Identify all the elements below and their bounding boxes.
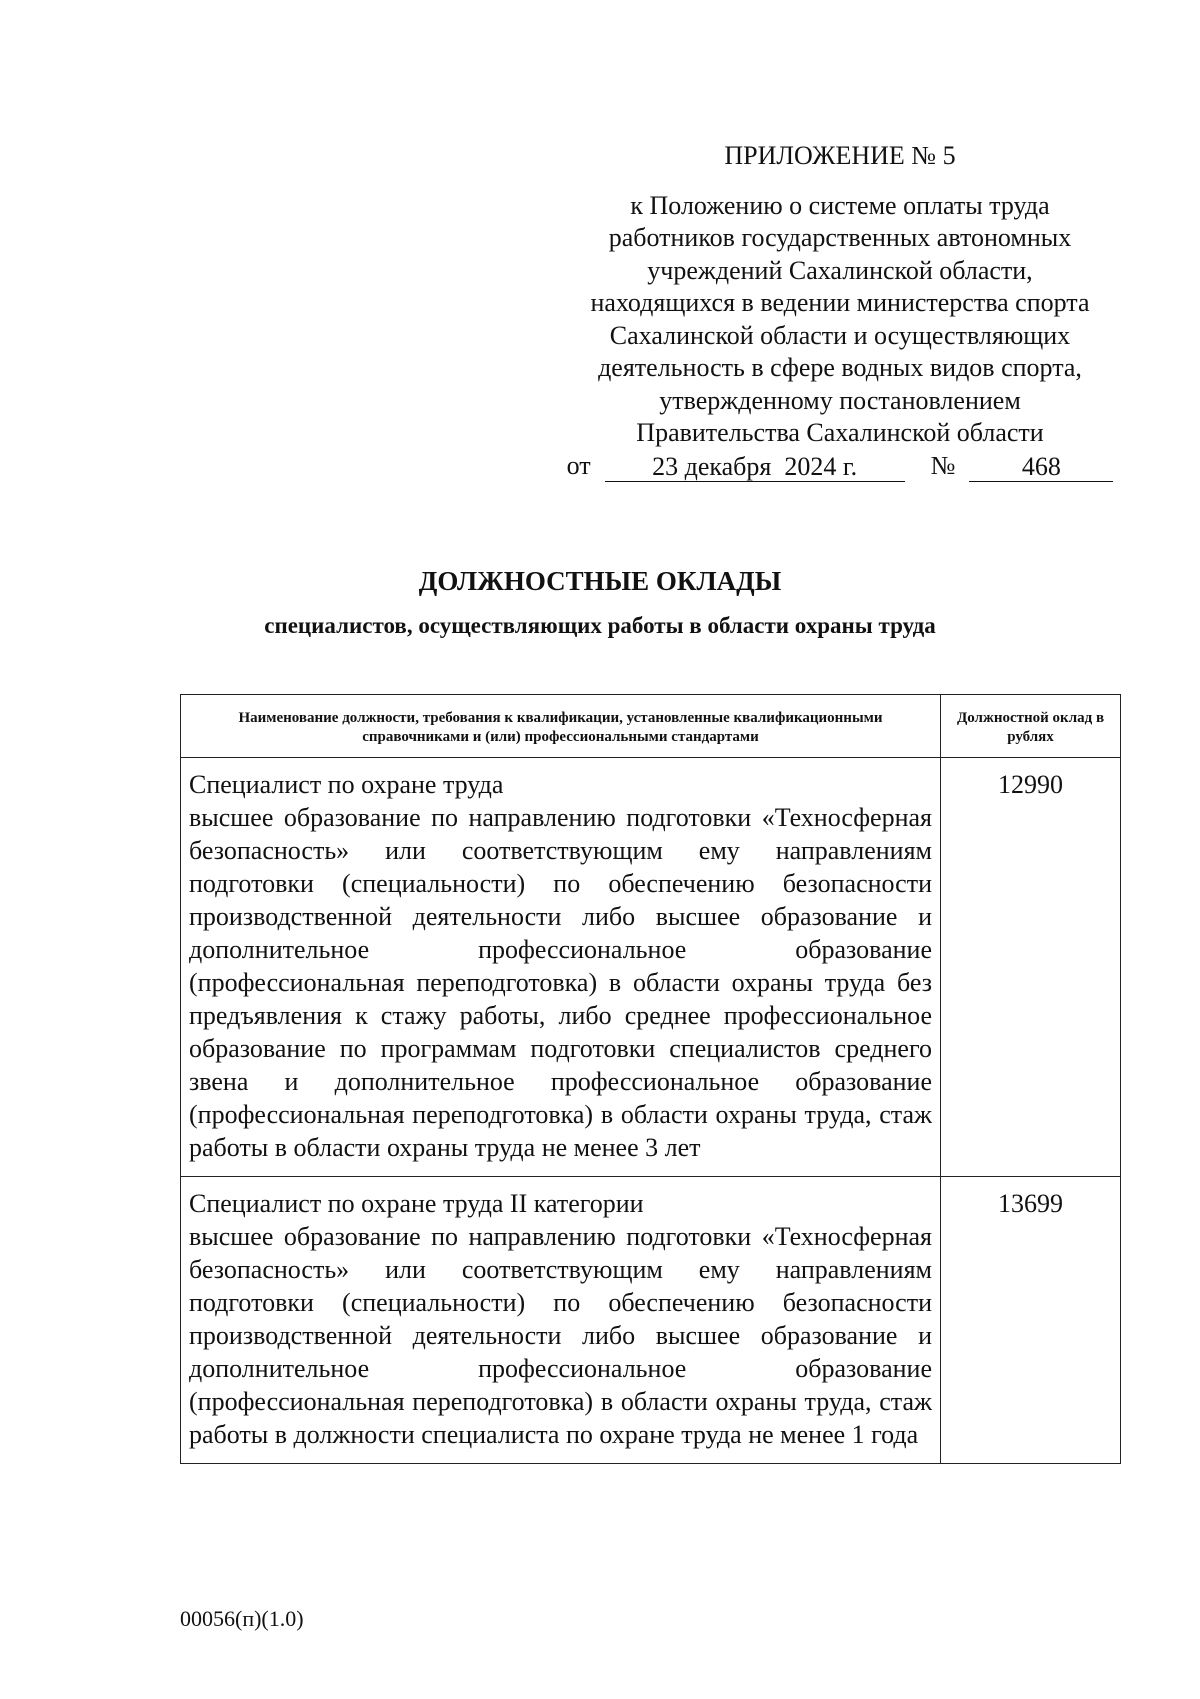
appendix-line: учреждений Сахалинской области, <box>647 255 1033 285</box>
document-code: 00056(п)(1.0) <box>180 1606 304 1631</box>
table-row <box>181 758 1121 1177</box>
appendix-line: находящихся в ведении министерства спорта <box>590 288 1090 317</box>
position-name: Специалист по охране труда II категории <box>189 1189 644 1218</box>
appendix-line: Сахалинской области и осуществляющих <box>609 320 1071 350</box>
approval-number: 468 <box>969 453 1113 482</box>
table-header-row <box>181 695 1121 758</box>
salary-table <box>180 694 1121 1464</box>
document-subtitle: специалистов, осуществляющих работы в области охраны труда <box>264 613 936 638</box>
number-sign: № <box>930 450 956 480</box>
document-title: ДОЛЖНОСТНЫЕ ОКЛАДЫ <box>418 566 782 596</box>
appendix-line: работников государственных автономных <box>608 223 1072 252</box>
position-cell <box>181 758 941 1177</box>
table-row <box>181 1177 1121 1464</box>
approval-date: 23 декабря 2024 г. <box>605 453 905 482</box>
position-cell <box>181 1177 941 1464</box>
appendix-title: ПРИЛОЖЕНИЕ № 5 <box>724 141 956 170</box>
position-requirements: высшее образование по направлению подготовки «Техносферная безопасность» или соответствующим ему направлениям подготовки (специальности) по обеспечению безопасности производственной деятельности либо высшее образование и дополнительное профессиональное образование (профессиональная переподготовка) в области охраны труда, стаж работы в должности специалиста по охране труда не менее 1 года <box>189 1222 932 1449</box>
salary-cell: 12990 <box>941 758 1121 1177</box>
salary-cell: 13699 <box>941 1177 1121 1464</box>
appendix-line: утвержденному постановлением <box>659 385 1021 415</box>
date-prefix: от <box>566 450 591 480</box>
header-salary: Должностной оклад в рублях <box>941 695 1121 758</box>
position-requirements: высшее образование по направлению подготовки «Техносферная безопасность» или соответствующим ему направлениям подготовки (специальности) по обеспечению безопасности производственной деятельности либо высшее образование и дополнительное профессиональное образование (профессиональная переподготовка) в области охраны труда без предъявления к стажу работы, либо среднее профессиональное образование по программам подготовки специалистов среднего звена и дополнительное профессиональное образование (профессиональная переподготовка) в области охраны труда, стаж работы в области охраны труда не менее 3 лет <box>189 803 932 1162</box>
appendix-line: Правительства Сахалинской области <box>636 418 1044 447</box>
position-name: Специалист по охране труда <box>189 770 504 799</box>
appendix-line: деятельность в сфере водных видов спорта, <box>598 353 1082 382</box>
appendix-line: к Положению о системе оплаты труда <box>630 190 1050 220</box>
header-position-requirements: Наименование должности, требования к квалификации, установленные квалификационными справочниками и (или) профессиональными стандартами <box>181 695 941 758</box>
approval-date-line <box>560 450 1120 483</box>
appendix-block <box>560 140 1120 482</box>
